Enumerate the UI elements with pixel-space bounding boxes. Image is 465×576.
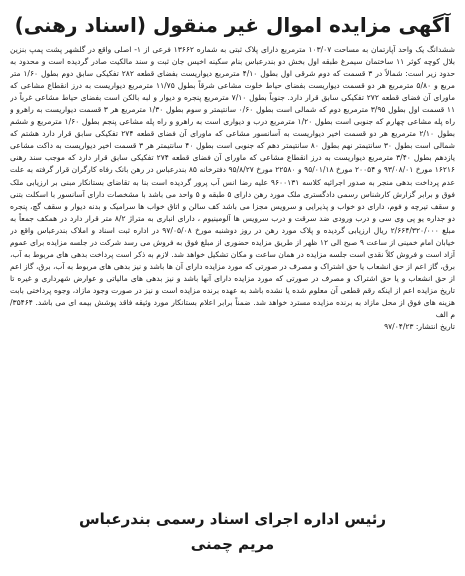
signatory-name: مریم چمنی: [190, 535, 275, 553]
publication-date: تاریخ انتشار: ۹۷/۰۴/۲۳: [384, 322, 455, 332]
notice-body: [10, 44, 455, 488]
signatory-office: رئیس اداره اجرای اسناد رسمی بندرعباس: [78, 510, 387, 528]
notice-title: آگهی مزایده اموال غیر منقول (اسناد رهنی): [14, 13, 451, 37]
notice-body-paragraph: ششدانگ یک واحد آپارتمان به مساحت ۱۰۳/۰۷ مترمربع دارای پلاک ثبتی به شماره ۱۳۶۶۲ فرعی از ۱- اصلی واقع در گلشهر پشت پمپ بنزین بلال کوچه کوثر ۱۱ ساختمان سیمرغ طبقه اول بخش دو بندرعباس بنام سکینه اخیس جان ثبت و سند مالکیت صادر گردیده است و محدود به حدود زیر است: شمالاً در ۳ قسمت که دوم شرقی اول بطول ۴/۱۰ مترمربع دیواریست بفضای قطعه ۲۸۲ تفکیکی سابق دوم بطول ۱/۶۰ متر مربع و ۵/۸۰ مترمربع هر دو قسمت دیواریست بفضای حیاط خلوت مشاعی شرقاً بطول ۱۱/۷۵ مترمربع دیواریست به درز انقطاع مشاعی که ماورای آن فضای قطعه ۲۷۲ تفکیکی سابق قرار دارد. جنوباً بطول ۷/۱۰ مترمربع پنجره و دیوار و لبه بالکن است بفضای حیاط مشاعی غرباً در ۱۱ قسمت اول بطول ۳/۹۵ مترمربع دوم که شمالی است بطول ۰/۶۰ سانتیمتر و سوم بطول ۱/۳۰ مترمربع هر ۳ قسمت دیواریست به راهرو و راه پله مشاعی چهارم که جنوبی است بطول ۱/۲۰ مترمربع درب و دیواری است به راهرو و راه پله مشاعی پنجم بطول ۱/۶۰ مترمربع و ششم بطول ۲/۱۰ مترمربع هر دو قسمت اخیر دیواریست به آسانسور مشاعی که ماورای آن فضای قطعه ۲۷۴ تفکیکی سابق قرار دارد هشتم که شمالی است بطول ۳۰ سانتیمتر نهم بطول ۸۰ سانتیمتر دهم که جنوبی است بطول ۴۰ سانتیمتر هر ۳ قسمت اخیر دیواریست به داکت مشاعی یازدهم بطول ۳/۴۰ مترمربع دیواریست به درز انقطاع مشاعی که ماورای آن فضای قطعه ۲۷۴ تفکیکی سابق قرار دارد که موجب سند رهنی ۱۶۲۱۶ مورخ ۹۳/۰۸/۰۱ و ۲۰۰۵۴ مورخ ۹۵/۰۱/۱۸ و ۲۲۵۸۰ مورخ ۹۵/۸/۲۷ دفترخانه ۸۵ بندرعباس در رهن بانک رفاه کارگران قرار گرفته به علت عدم پرداخت بدهی منجر به صدور اجرائیه کلاسه ۹۶۰۰۱۳۱ علیه رضا انس آب پرور گردیده است بنا به تقاضای بستانکار مبنی بر ارزیابی ملک فوق و برابر گزارش کارشناس رسمی دادگستری ملک مورد رهن دارای ۵ طبقه و ۵ واحد می باشد با مشخصات دارای آسانسور با اسکلت بتنی و سقف تیرچه و فوم، دارای دو خواب و پذیرایی و سرویس مجزا می باشد کف سالن و اتاق خواب ها سرامیک و بدنه دیوار و سقف گچ، پنجره دو جداره یو پی وی سی و درب ورودی ضد سرقت و درب سرویس ها آلومینیوم ، دارای انباری به متراژ ۸/۲ متر قرار دارد در همکف جمعاً به مبلغ ۲/۶۶۴/۳۲۰/۰۰۰ ریال ارزیابی گردیده و پلاک مورد رهن در روز دوشنبه مورخ ۹۷/۰۵/۰۸ در اداره ثبت اسناد و املاک بندرعباس واقع در خیابان امام خمینی از ساعت ۹ صبح الی ۱۲ ظهر از طریق مزایده حضوری از مبلغ فوق به فروش می رسد شرکت در جلسه مزایده برای عموم آزاد است و فروش کلاً نقدی است جلسه مزایده در همان ساعت و مکان تشکیل خواهد شد. لازم به ذکر است پرداخت بدهی های مربوط به آب، برق، گاز اعم از حق انشعاب یا حق اشتراک و مصرف در صورتی که مورد مزایده دارای آن ها باشد و نیز بدهی های مربوط به آب، برق، گاز اعم از حق انشعاب و یا حق اشتراک و مصرف در صورتی که مورد مزایده دارای آنها باشد و نیز بدهی های مالیاتی و عوارض شهرداری و غیره تا تاریخ مزایده اعم از اینکه رقم قطعی آن معلوم شده یا نشده باشد به عهده برنده مزایده است و نیز در صورت وجود مازاد، وجوه پرداختی بابت هزینه های فوق از محل مازاد به برنده مزایده مسترد خواهد شد. ضمناً برابر اعلام بستانکار مورد وثیقه فاقد پوشش بیمه ای می باشد. ۳۵۴۶۴/ م الف: [10, 45, 455, 320]
